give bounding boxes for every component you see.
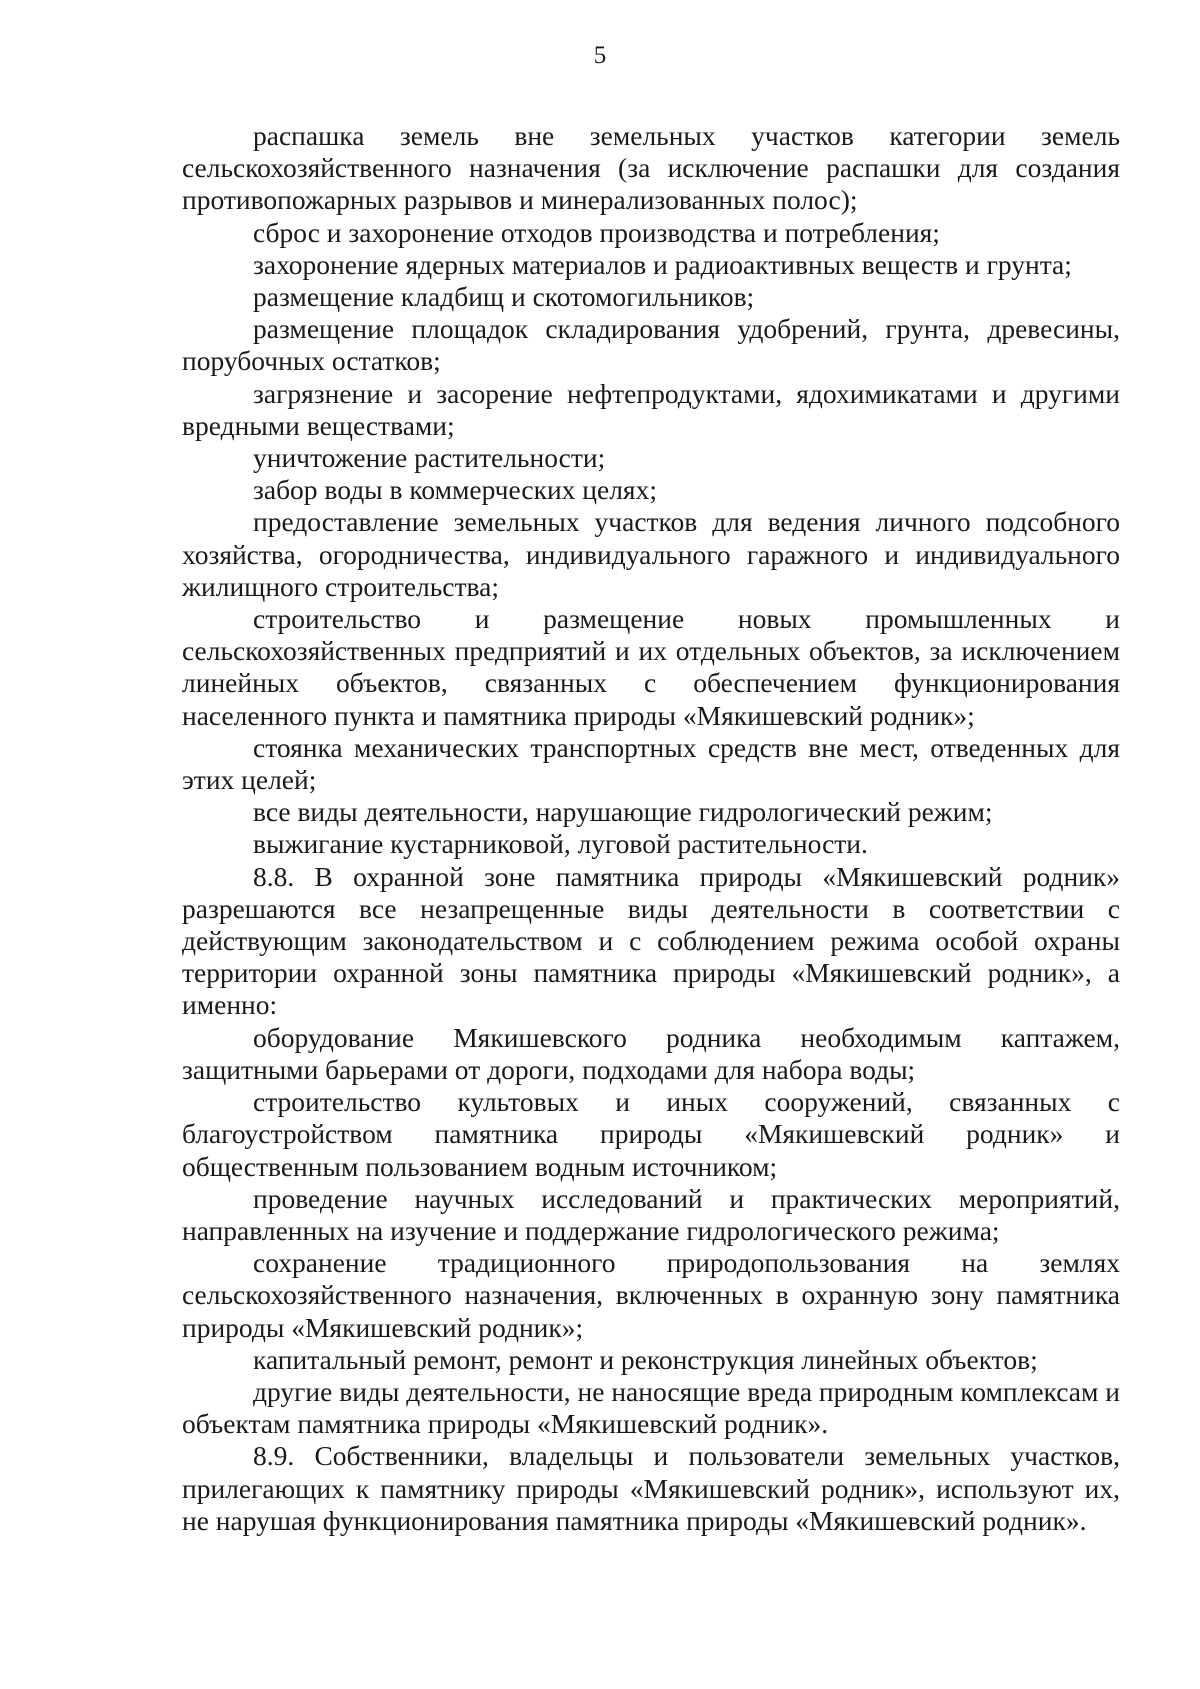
paragraph: сброс и захоронение отходов производства и потребления; <box>253 216 940 248</box>
paragraph: оборудование Мякишевского родника необходимым каптажем, защитными барьерами от дороги, подходами для набора воды; <box>182 1021 1120 1085</box>
paragraph: размещение площадок складирования удобрений, грунта, древесины, порубочных остатков; <box>182 313 1120 377</box>
paragraph: забор воды в коммерческих целях; <box>253 474 657 506</box>
paragraph: предоставление земельных участков для ведения личного подсобного хозяйства, огородничества, индивидуального гаражного и индивидуального жилищного строительства; <box>182 506 1120 602</box>
document-body <box>182 120 1120 1537</box>
paragraph-section-8-8: 8.8. В охранной зоне памятника природы «Мякишевский родник» разрешаются все незапрещенные виды деятельности в соответствии с действующим законодательством и с соблюдением режима особой охраны территории охранной зоны памятника природы «Мякишевский родник», а именно: <box>182 860 1120 1021</box>
paragraph: сохранение традиционного природопользования на землях сельскохозяйственного назначения, включенных в охранную зону памятника природы «Мякишевский родник»; <box>182 1247 1120 1343</box>
paragraph: стоянка механических транспортных средств вне мест, отведенных для этих целей; <box>182 731 1120 796</box>
paragraph: захоронение ядерных материалов и радиоактивных веществ и грунта; <box>253 248 1072 280</box>
paragraph-section-8-9: 8.9. Собственники, владельцы и пользователи земельных участков, прилегающих к памятнику природы «Мякишевский родник», используют их, не нарушая функционирования памятника природы «Мякишевский родник». <box>182 1440 1120 1536</box>
paragraph: проведение научных исследований и практических мероприятий, направленных на изучение и поддержание гидрологического режима; <box>182 1182 1120 1246</box>
page-number: 5 <box>593 42 607 69</box>
paragraph: распашка земель вне земельных участков категории земель сельскохозяйственного назначения (за исключение распашки для создания противопожарных разрывов и минерализованных полос); <box>182 120 1120 216</box>
paragraph: загрязнение и засорение нефтепродуктами, ядохимикатами и другими вредными веществами; <box>182 377 1120 441</box>
paragraph: капитальный ремонт, ремонт и реконструкция линейных объектов; <box>253 1343 1038 1375</box>
paragraph: выжигание кустарниковой, луговой растительности. <box>253 828 868 860</box>
paragraph: уничтожение растительности; <box>253 442 606 474</box>
paragraph: все виды деятельности, нарушающие гидрологический режим; <box>253 796 993 828</box>
paragraph: строительство и размещение новых промышленных и сельскохозяйственных предприятий и их отдельных объектов, за исключением линейных объектов, связанных с обеспечением функционирования населенного пункта и памятника природы «Мякишевский родник»; <box>182 603 1120 731</box>
paragraph: строительство культовых и иных сооружений, связанных с благоустройством памятника природы «Мякишевский родник» и общественным пользованием водным источником; <box>182 1086 1120 1182</box>
paragraph: размещение кладбищ и скотомогильников; <box>253 281 755 313</box>
paragraph: другие виды деятельности, не наносящие вреда природным комплексам и объектам памятника природы «Мякишевский родник». <box>182 1375 1120 1440</box>
